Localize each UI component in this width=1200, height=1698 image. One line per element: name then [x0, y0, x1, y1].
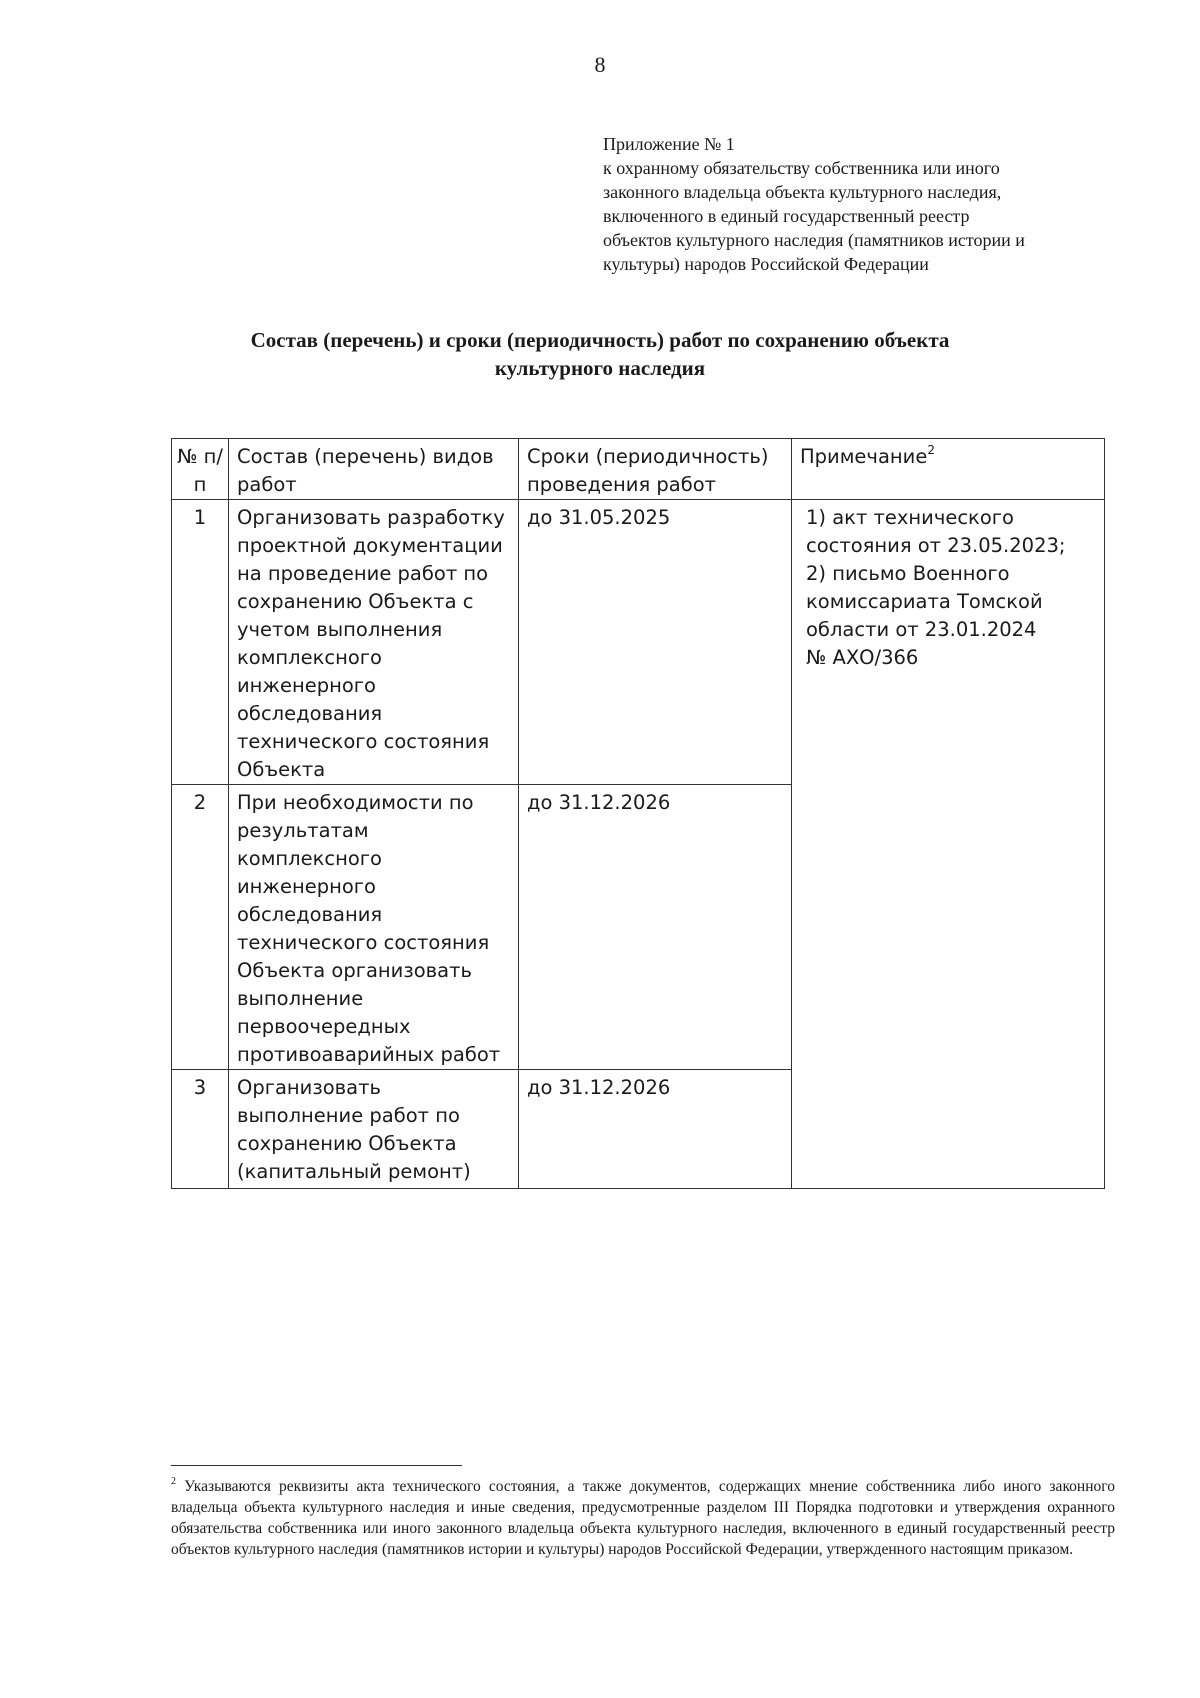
header-note — [792, 439, 1105, 500]
page-number: 8 — [594, 52, 606, 77]
row-terms: до 31.12.2026 — [519, 785, 792, 1070]
note-line: состояния от 23.05.2023; — [806, 534, 1066, 557]
header-terms: Сроки (периодичность) проведения работ — [519, 439, 792, 500]
header-number: № п/п — [172, 439, 229, 500]
header-works: Состав (перечень) видов работ — [229, 439, 519, 500]
document-title-line: культурного наследия — [494, 356, 706, 380]
note-line: комиссариата Томской — [806, 590, 1043, 613]
footnote-reference: 2 — [927, 443, 935, 457]
header-note-label: Примечание — [800, 445, 928, 468]
document-title — [180, 326, 1020, 382]
appendix-line: законного владельца объекта культурного наследия, — [603, 182, 1002, 202]
row-works: Организовать выполнение работ по сохранению Объекта (капитальный ремонт) — [229, 1070, 519, 1189]
table-header-row — [172, 439, 1105, 500]
works-table — [171, 438, 1105, 1189]
row-number: 3 — [172, 1070, 229, 1189]
note-cell — [792, 500, 1105, 1189]
note-line: 2) письмо Военного — [806, 562, 1010, 585]
row-number: 2 — [172, 785, 229, 1070]
note-line: № АХО/366 — [806, 646, 919, 669]
appendix-line: включенного в единый государственный реестр — [603, 206, 970, 226]
footnote-text: Указываются реквизиты акта технического состояния, а также документов, содержащих мнение собственника либо иного законного владельца объекта культурного наследия и иные сведения, предусмотренные разделом III Порядка подготовки и утверждения охранного обязательства собственника или иного законного владельца объекта культурного наследия, включенного в единый государственный реестр объектов культурного наследия (памятников истории и культуры) народов Российской Федерации, утвержденного настоящим приказом. — [171, 1478, 1115, 1558]
appendix-line: к охранному обязательству собственника или иного — [603, 158, 1000, 178]
row-works: При необходимости по результатам комплексного инженерного обследования технического состояния Объекта организовать выполнение первоочередных противоаварийных работ — [229, 785, 519, 1070]
appendix-line: культуры) народов Российской Федерации — [603, 254, 929, 274]
table-row — [172, 500, 1105, 785]
row-terms: до 31.05.2025 — [519, 500, 792, 785]
row-works: Организовать разработку проектной документации на проведение работ по сохранению Объекта с учетом выполнения комплексного инженерного обследования технического состояния Объекта — [229, 500, 519, 785]
footnote — [171, 1476, 1115, 1560]
note-line: 1) акт технического — [806, 506, 1014, 529]
row-number: 1 — [172, 500, 229, 785]
appendix-line: Приложение № 1 — [603, 134, 735, 154]
footnote-mark: 2 — [171, 1476, 176, 1487]
row-terms: до 31.12.2026 — [519, 1070, 792, 1189]
document-title-line: Состав (перечень) и сроки (периодичность) работ по сохранению объекта — [250, 328, 950, 352]
footnote-divider — [171, 1465, 462, 1466]
appendix-line: объектов культурного наследия (памятников истории и — [603, 230, 1025, 250]
appendix-reference — [603, 132, 1103, 276]
note-line: области от 23.01.2024 — [806, 618, 1037, 641]
